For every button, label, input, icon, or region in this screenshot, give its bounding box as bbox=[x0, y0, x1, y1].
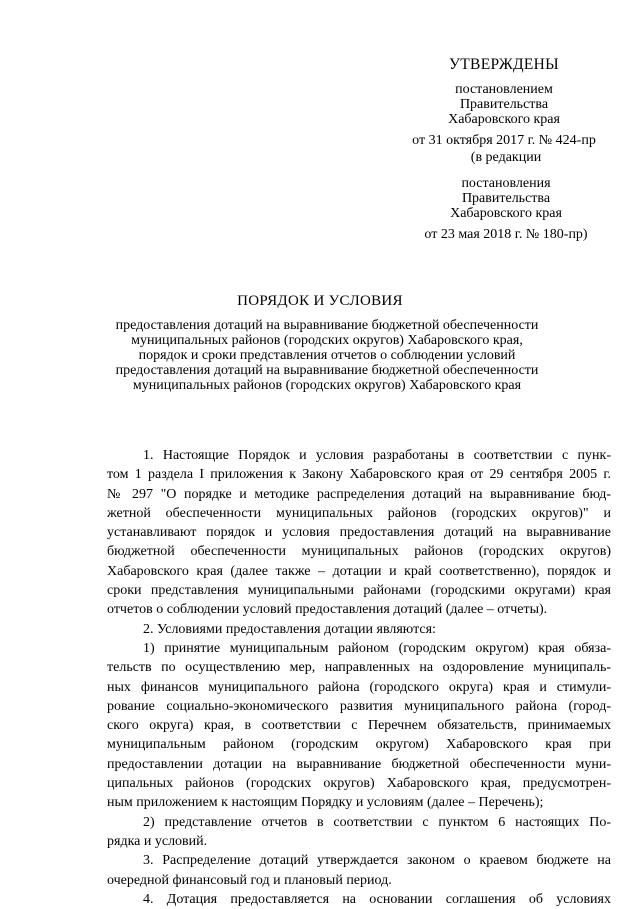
body-line: ным приложением к настоящим Порядку и условиям (далее – Перечень); bbox=[107, 795, 544, 811]
body-line: очередной финансовый год и плановый период. bbox=[107, 872, 392, 888]
body-line: 1. Настоящие Порядок и условия разработаны в соответствии с пунк- bbox=[143, 448, 611, 463]
edition-line: Хабаровского края bbox=[450, 206, 562, 221]
approval-line: постановлением bbox=[455, 82, 553, 97]
edition-line: (в редакции bbox=[470, 150, 542, 165]
body-line: 2. Условиями предоставления дотации являются: bbox=[143, 621, 436, 637]
approval-line: Хабаровского края bbox=[448, 112, 560, 127]
edition-note bbox=[408, 150, 604, 242]
body-line: ципальных районов (городских округов) Хабаровского края, предусмотрен- bbox=[107, 776, 611, 792]
body-line: ского округа) края, в соответствии с Перечнем обязательств, принимаемых bbox=[107, 718, 611, 734]
subtitle-line: порядок и сроки представления отчетов о соблюдении условий bbox=[138, 348, 516, 363]
subtitle-line: предоставления дотаций на выравнивание бюджетной обеспеченности bbox=[115, 363, 539, 378]
subtitle-line: предоставления дотаций на выравнивание бюджетной обеспеченности bbox=[115, 318, 539, 333]
body-line: сроки представления муниципальными районами (городскими округами) края bbox=[107, 583, 611, 599]
approval-title: УТВЕРЖДЕНЫ bbox=[449, 56, 559, 73]
body-line: 1) принятие муниципальным районом (городским округом) края обяза- bbox=[143, 640, 611, 656]
body-line: предоставлении дотации на выравнивание бюджетной обеспеченности муни- bbox=[107, 756, 611, 772]
body-line: жетной обеспеченности муниципальных районов (городских округов)" и bbox=[107, 505, 611, 521]
edition-line: Правительства bbox=[461, 191, 551, 206]
body-line: 3. Распределение дотаций утверждается законом о краевом бюджете на bbox=[143, 853, 611, 869]
document-subtitle bbox=[80, 318, 574, 393]
subtitle-line: муниципальных районов (городских округов) Хабаровского края bbox=[132, 378, 522, 393]
document-body bbox=[107, 446, 611, 909]
body-line: устанавливают порядок и условия предоставления дотаций на выравнивание bbox=[107, 525, 611, 541]
approval-date: от 31 октября 2017 г. № 424-пр bbox=[412, 133, 596, 148]
body-line: рядка и условий. bbox=[107, 833, 208, 849]
body-line: 4. Дотация предоставляется на основании соглашения об условиях bbox=[143, 891, 611, 907]
body-line: отчетов о соблюдении условий предоставления дотаций (далее – отчеты). bbox=[107, 602, 548, 618]
body-line: 2) представление отчетов в соответствии с пунктом 6 настоящих По- bbox=[143, 814, 611, 830]
body-line: № 297 "О порядке и методике распределения дотаций на выравнивание бюд- bbox=[107, 486, 611, 502]
body-line: Хабаровского края (далее также – дотации и край соответственно), порядок и bbox=[107, 563, 611, 579]
subtitle-line: муниципальных районов (городских округов) Хабаровского края, bbox=[131, 333, 523, 348]
body-line: рование социально-экономического развития муниципального района (город- bbox=[107, 698, 611, 714]
edition-date: от 23 мая 2018 г. № 180-пр) bbox=[424, 227, 588, 242]
body-line: ных финансов муниципального района (городского округа) края и стимули- bbox=[107, 679, 611, 695]
body-line: бюджетной обеспеченности муниципальных районов (городских округов) bbox=[107, 544, 611, 560]
approval-line: Правительства bbox=[459, 97, 549, 112]
edition-line: постановления bbox=[461, 176, 551, 191]
document-title: ПОРЯДОК И УСЛОВИЯ bbox=[237, 293, 403, 309]
body-line: том 1 раздела I приложения к Закону Хабаровского края от 29 сентября 2005 г. bbox=[107, 467, 611, 483]
body-line: муниципальным районом (городским округом) Хабаровского края при bbox=[107, 737, 611, 753]
body-line: тельств по осуществлению мер, направленных на оздоровление муниципаль- bbox=[107, 660, 611, 676]
approval-stamp bbox=[398, 56, 610, 148]
